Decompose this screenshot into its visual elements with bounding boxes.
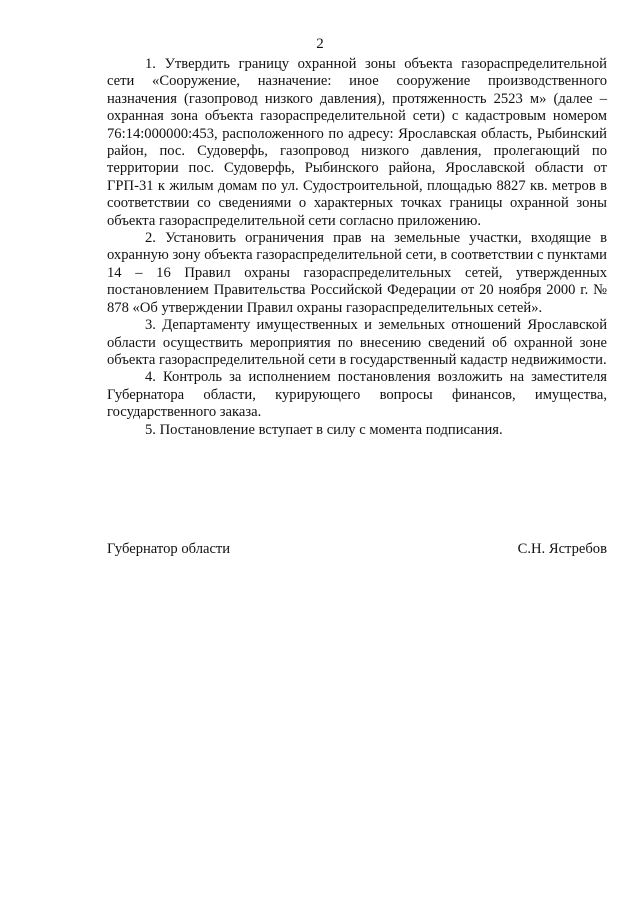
signatory-name: С.Н. Ястребов xyxy=(517,541,607,557)
paragraph-2: 2. Установить ограничения прав на земельные участки, входящие в охранную зону объекта газораспределительной сети, в соответствии с пунктами 14 – 16 Правил охраны газораспределительных сетей, утвержденных постановлением Правительства Российской Федерации от 20 ноября 2000 г. № 878 «Об утверждении Правил охраны газораспределительных сетей». xyxy=(107,230,607,316)
paragraph-5: 5. Постановление вступает в силу с момента подписания. xyxy=(145,421,503,438)
paragraph-1: 1. Утвердить границу охранной зоны объекта газораспределительной сети «Сооружение, назначение: иное сооружение производственного назначения (газопровод низкого давления), протяженность 2523 м» (далее – охранная зона объекта газораспределительной сети) с кадастровым номером 76:14:000000:453, расположенного по адресу: Ярославская область, Рыбинский район, пос. Судоверфь, газопровод низкого давления, пролегающий по территории пос. Судоверфь, Рыбинского района, Ярославской области от ГРП-31 к жилым домам по ул. Судостроительной, площадью 8827 кв. метров в соответствии со сведениями о характерных точках границы охранной зоны объекта газораспределительной сети согласно приложению. xyxy=(107,56,607,229)
paragraph-4: 4. Контроль за исполнением постановления возложить на заместителя Губернатора области, курирующего вопросы финансов, имущества, государственного заказа. xyxy=(107,369,607,421)
signatory-position: Губернатор области xyxy=(107,541,231,557)
paragraph-3: 3. Департаменту имущественных и земельных отношений Ярославской области осуществить мероприятия по внесению сведений об охранной зоне объекта газораспределительной сети в государственный кадастр недвижимости. xyxy=(107,317,607,368)
document-body xyxy=(107,56,607,439)
page-number: 2 xyxy=(316,36,324,52)
signature-block xyxy=(107,541,607,558)
